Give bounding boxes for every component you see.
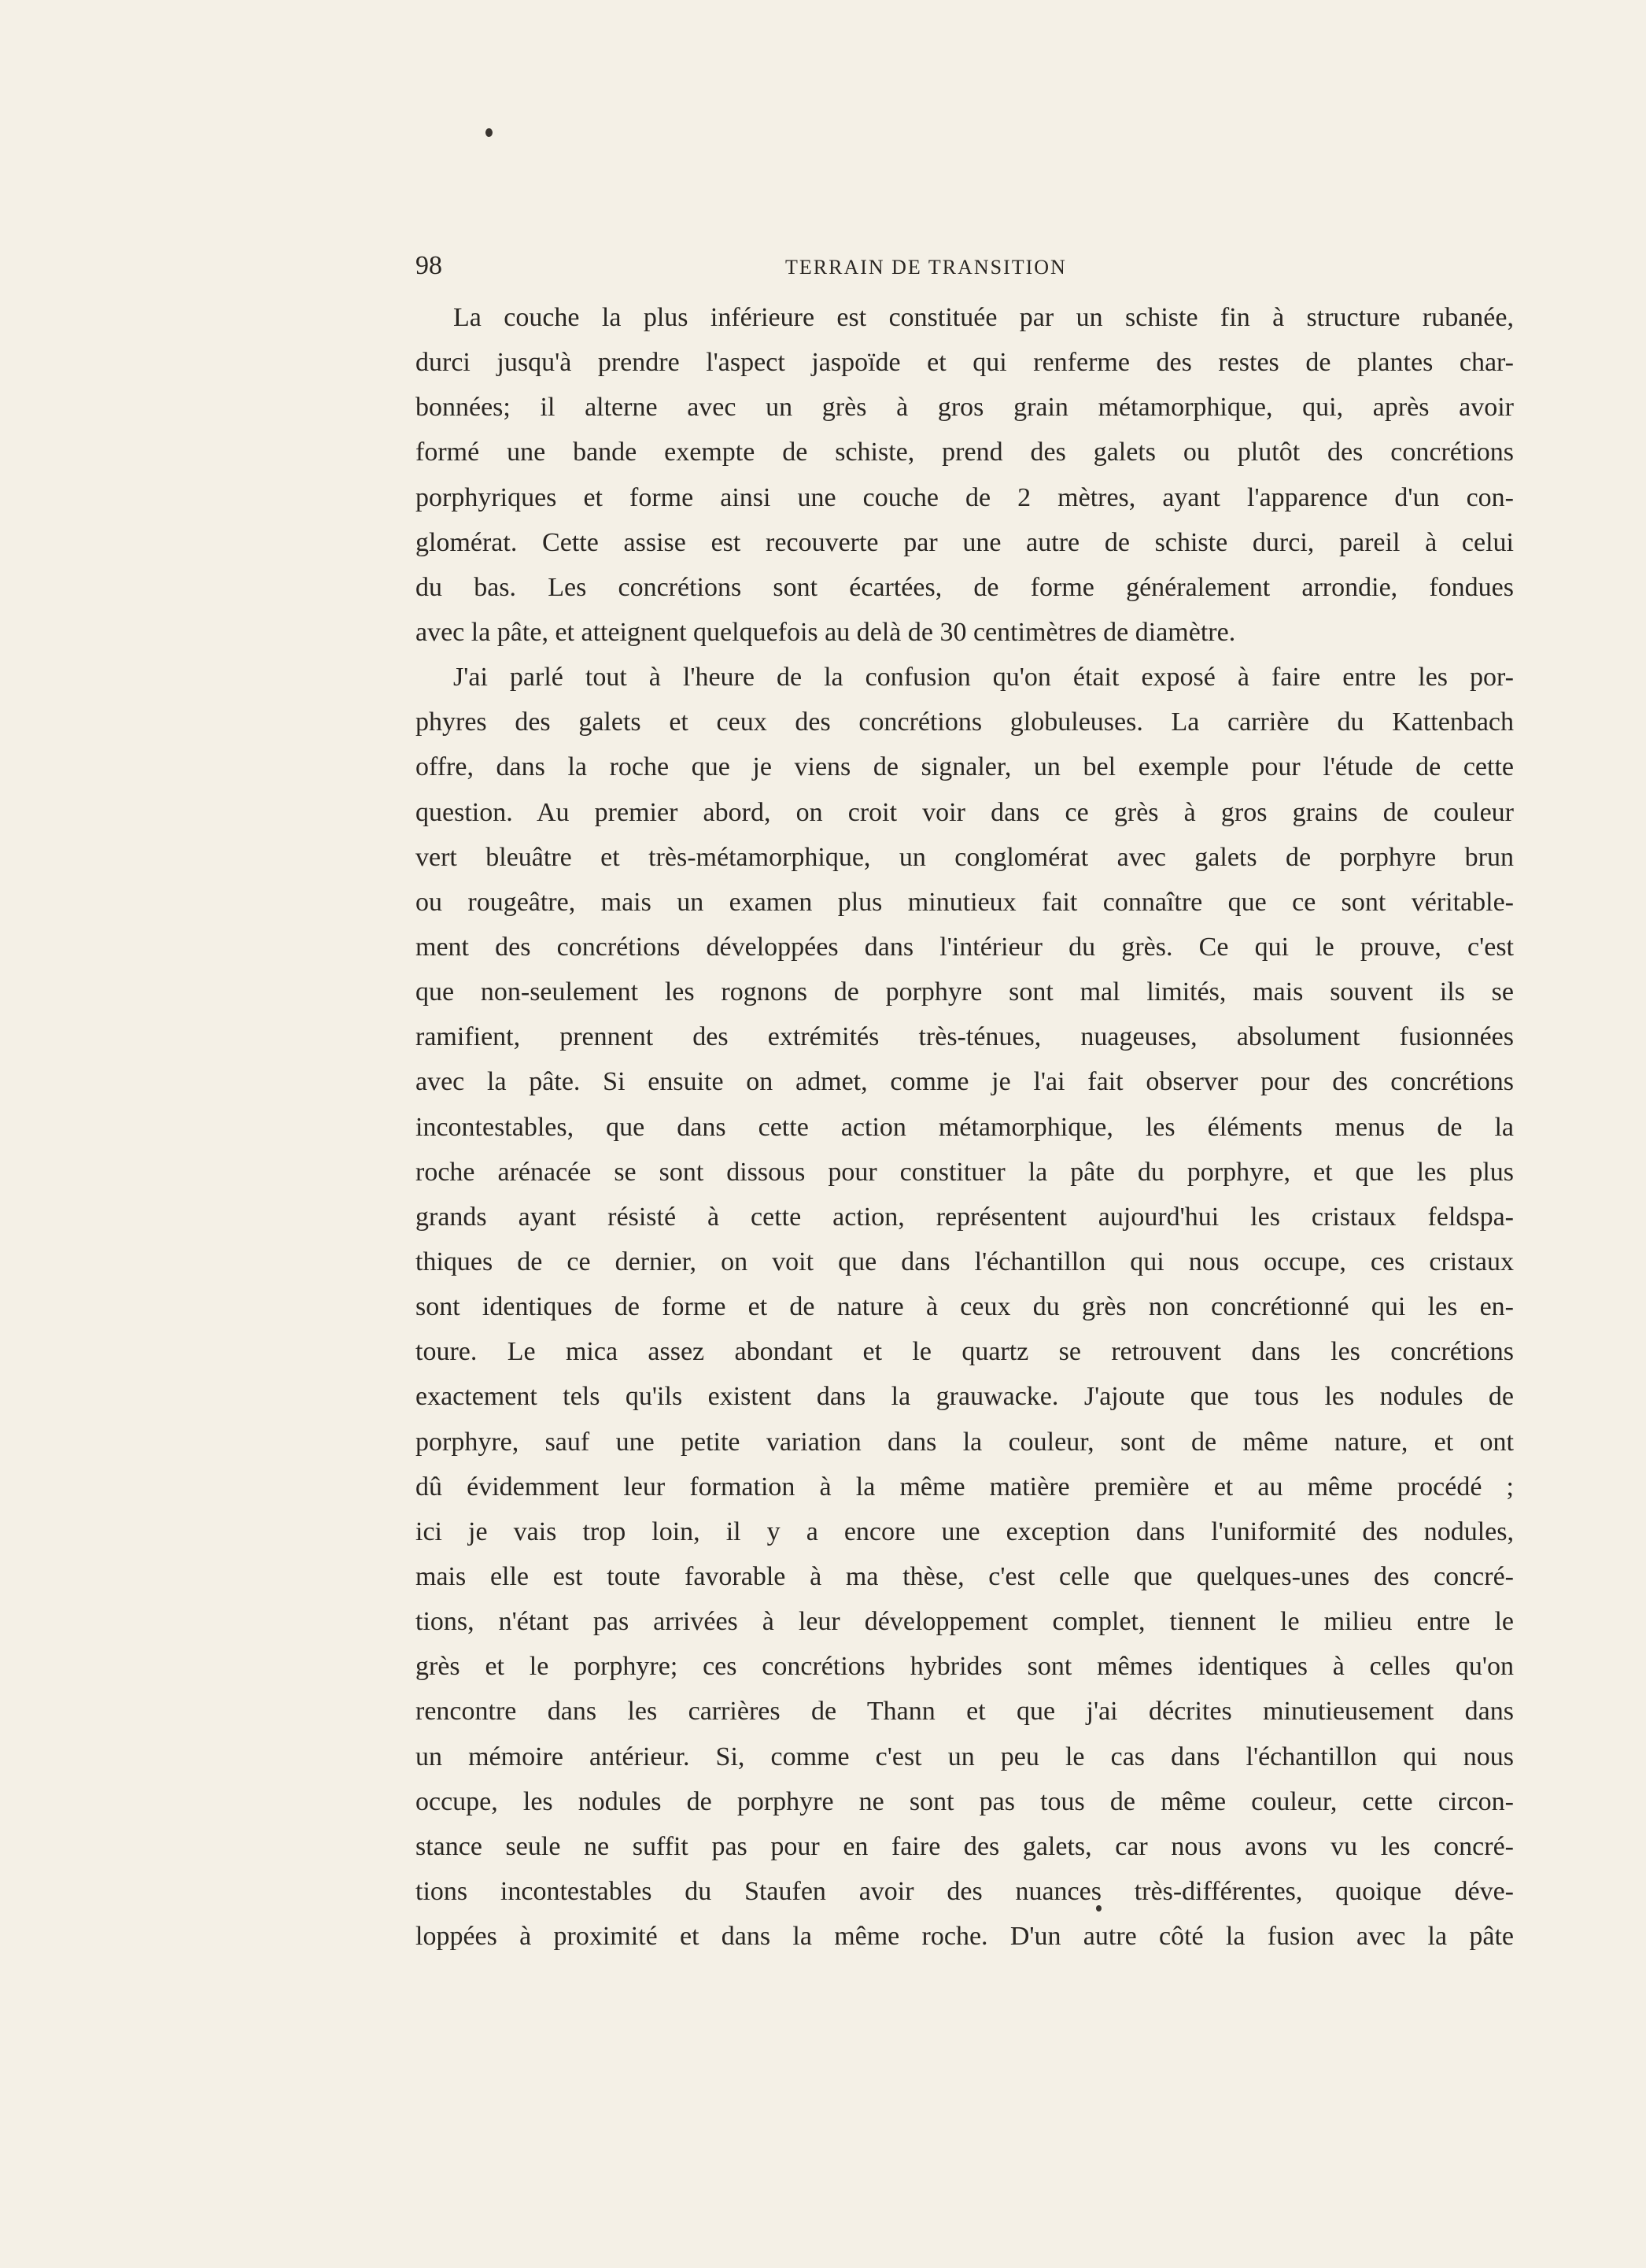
- text-line: stance seule ne suffit pas pour en faire des galets, car nous avons vu les concré-: [415, 1831, 1514, 1861]
- text-line: thiques de ce dernier, on voit que dans l'échantillon qui nous occupe, ces cristaux: [415, 1247, 1514, 1276]
- text-line: ici je vais trop loin, il y a encore une exception dans l'uniformité des nodules,: [415, 1516, 1514, 1546]
- page-number: 98: [415, 251, 442, 280]
- text-line: vert bleuâtre et très-métamorphique, un conglomérat avec galets de porphyre brun: [415, 842, 1514, 872]
- text-line: porphyriques et forme ainsi une couche de 2 mètres, ayant l'apparence d'un con-: [415, 482, 1514, 512]
- text-line: un mémoire antérieur. Si, comme c'est un peu le cas dans l'échantillon qui nous: [415, 1742, 1514, 1771]
- text-line: offre, dans la roche que je viens de signaler, un bel exemple pour l'étude de cette: [415, 752, 1514, 782]
- text-line: dû évidemment leur formation à la même matière première et au même procédé ;: [415, 1472, 1514, 1502]
- text-line: ramifient, prennent des extrémités très-ténues, nuageuses, absolument fusionnées: [415, 1022, 1514, 1052]
- text-line: tions incontestables du Staufen avoir des nuances très-différentes, quoique déve-: [415, 1876, 1514, 1906]
- text-line: roche arénacée se sont dissous pour constituer la pâte du porphyre, et que les plus: [415, 1157, 1514, 1187]
- text-line: tions, n'étant pas arrivées à leur développement complet, tiennent le milieu entre le: [415, 1607, 1514, 1637]
- text-line: La couche la plus inférieure est constituée par un schiste fin à structure rubanée,: [453, 303, 1514, 332]
- text-line: bonnées; il alterne avec un grès à gros grain métamorphique, qui, après avoir: [415, 393, 1514, 423]
- text-line: phyres des galets et ceux des concrétions globuleuses. La carrière du Kattenbach: [415, 707, 1514, 737]
- text-line: question. Au premier abord, on croit voir dans ce grès à gros grains de couleur: [415, 797, 1514, 827]
- text-line: rencontre dans les carrières de Thann et que j'ai décrites minutieusement dans: [415, 1697, 1514, 1727]
- text-line: du bas. Les concrétions sont écartées, de forme généralement arrondie, fondues: [415, 572, 1514, 602]
- page-header: [415, 250, 1514, 290]
- text-line: grès et le porphyre; ces concrétions hybrides sont mêmes identiques à celles qu'on: [415, 1652, 1514, 1682]
- text-line: porphyre, sauf une petite variation dans la couleur, sont de même nature, et ont: [415, 1427, 1514, 1457]
- text-line: grands ayant résisté à cette action, représentent aujourd'hui les cristaux feldspa-: [415, 1202, 1514, 1232]
- text-line: ment des concrétions développées dans l'intérieur du grès. Ce qui le prouve, c'est: [415, 932, 1514, 962]
- ink-speck: [485, 128, 493, 137]
- running-title: TERRAIN DE TRANSITION: [785, 256, 1067, 279]
- text-line: ou rougeâtre, mais un examen plus minutieux fait connaître que ce sont véritable-: [415, 887, 1514, 917]
- text-line: que non-seulement les rognons de porphyre sont mal limités, mais souvent ils se: [415, 977, 1514, 1007]
- text-line: avec la pâte. Si ensuite on admet, comme je l'ai fait observer pour des concrétions: [415, 1067, 1514, 1097]
- text-line: glomérat. Cette assise est recouverte par une autre de schiste durci, pareil à celui: [415, 527, 1514, 557]
- text-line: avec la pâte, et atteignent quelquefois au delà de 30 centimètres de diamètre.: [415, 617, 1236, 647]
- text-line: occupe, les nodules de porphyre ne sont pas tous de même couleur, cette circon-: [415, 1786, 1514, 1816]
- text-line: loppées à proximité et dans la même roche. D'un autre côté la fusion avec la pâte: [415, 1922, 1514, 1952]
- text-line: sont identiques de forme et de nature à ceux du grès non concrétionné qui les en-: [415, 1292, 1514, 1322]
- text-line: durci jusqu'à prendre l'aspect jaspoïde et qui renferme des restes de plantes char-: [415, 348, 1514, 378]
- text-line: exactement tels qu'ils existent dans la grauwacke. J'ajoute que tous les nodules de: [415, 1382, 1514, 1412]
- text-line: mais elle est toute favorable à ma thèse, c'est celle que quelques-unes des concré-: [415, 1561, 1514, 1591]
- text-line: formé une bande exempte de schiste, prend des galets ou plutôt des concrétions: [415, 438, 1514, 467]
- body-text: [415, 295, 1514, 1959]
- text-line: incontestables, que dans cette action métamorphique, les éléments menus de la: [415, 1112, 1514, 1142]
- text-line: J'ai parlé tout à l'heure de la confusion qu'on était exposé à faire entre les por-: [453, 663, 1514, 693]
- text-line: toure. Le mica assez abondant et le quartz se retrouvent dans les concrétions: [415, 1337, 1514, 1367]
